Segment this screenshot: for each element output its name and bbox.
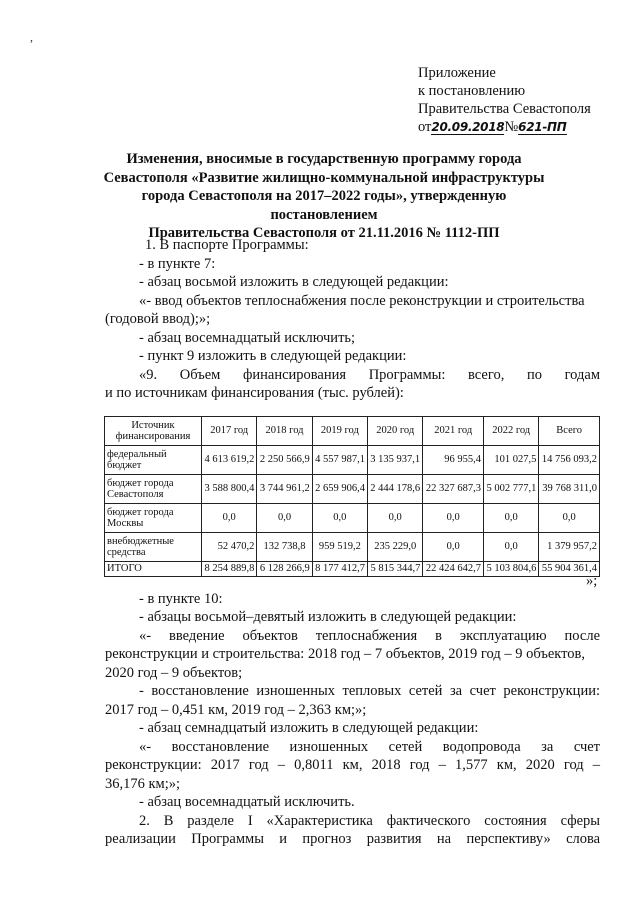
table-row: [105, 504, 600, 533]
table-cell: 101 027,5: [484, 446, 539, 475]
appendix-date-handwritten: 20.09.2018: [431, 120, 505, 134]
appendix-line-2: к постановлению: [418, 83, 526, 99]
para-m8: - абзац семнадцатый изложить в следующей редакции:: [139, 720, 479, 736]
para-7: - пункт 9 изложить в следующей редакции:: [139, 348, 407, 364]
table-cell-source: ИТОГО: [105, 562, 202, 577]
table-header-cell: 2020 год: [368, 417, 423, 446]
financing-table: [104, 416, 600, 577]
para-m4: реконструкции и строительства: 2018 год – 7 объектов, 2019 год – 9 объектов,: [105, 646, 586, 662]
table-cell-source: бюджет города Москвы: [105, 504, 202, 533]
para-m14: реализации Программы и прогноз развития на перспективу» слова: [105, 831, 601, 847]
table-cell: 8 254 889,8: [202, 562, 257, 577]
document-title: [92, 150, 556, 243]
table-row: [105, 475, 600, 504]
title-line-3: города Севастополя на 2017–2022 годы», утвержденную постановлением: [141, 188, 507, 223]
para-9: и по источникам финансирования (тыс. рублей):: [105, 385, 404, 401]
title-line-2: Севастополя «Развитие жилищно-коммунальной инфраструктуры: [103, 169, 545, 186]
appendix-from-prefix: от: [418, 119, 432, 135]
table-cell: 96 955,4: [423, 446, 484, 475]
table-cell: 55 904 361,4: [539, 562, 600, 577]
para-m6: - восстановление изношенных тепловых сетей за счет реконструкции:: [139, 683, 600, 699]
para-5: (годовой ввод);»;: [105, 311, 211, 327]
para-m10: реконструкции: 2017 год – 0,8011 км, 2018 год – 1,577 км, 2020 год –: [105, 757, 601, 773]
para-m13: 2. В разделе I «Характеристика фактического состояния сферы: [139, 813, 601, 829]
table-total-row: [105, 562, 600, 577]
table-cell: 39 768 311,0: [539, 475, 600, 504]
table-cell: 0,0: [368, 504, 423, 533]
table-cell: 0,0: [484, 533, 539, 562]
table-cell: 2 444 178,6: [368, 475, 423, 504]
table-cell: 2 659 906,4: [312, 475, 367, 504]
appendix-number-sign: №: [504, 119, 519, 135]
table-cell: 5 103 804,6: [484, 562, 539, 577]
table-cell: 4 613 619,2: [202, 446, 257, 475]
table-cell: 3 588 800,4: [202, 475, 257, 504]
para-2: - в пункте 7:: [139, 256, 216, 272]
table-cell-source: бюджет города Севастополя: [105, 475, 202, 504]
appendix-line-3: Правительства Севастополя: [418, 101, 591, 117]
table-cell: 0,0: [423, 533, 484, 562]
para-m11: 36,176 км;»;: [105, 776, 181, 792]
table-cell: 22 327 687,3: [423, 475, 484, 504]
table-header-cell: 2022 год: [484, 417, 539, 446]
scan-mark: ,: [30, 30, 33, 44]
para-m5: 2020 год – 9 объектов;: [105, 665, 243, 681]
table-cell: 52 470,2: [202, 533, 257, 562]
table-cell: 14 756 093,2: [539, 446, 600, 475]
table-row: [105, 533, 600, 562]
table-cell: 0,0: [484, 504, 539, 533]
table-cell: 0,0: [312, 504, 367, 533]
table-cell: 0,0: [423, 504, 484, 533]
para-m7: 2017 год – 0,451 км, 2019 год – 2,363 км;»;: [105, 702, 367, 718]
table-cell: 8 177 412,7: [312, 562, 367, 577]
table-cell: 5 815 344,7: [368, 562, 423, 577]
table-cell-source: внебюджетные средства: [105, 533, 202, 562]
para-3: - абзац восьмой изложить в следующей редакции:: [139, 274, 449, 290]
table-cell: 0,0: [539, 504, 600, 533]
para-m2: - абзацы восьмой–девятый изложить в следующей редакции:: [139, 609, 517, 625]
table-header-cell: 2017 год: [202, 417, 257, 446]
table-cell: 6 128 266,9: [257, 562, 312, 577]
table-cell: 3 135 937,1: [368, 446, 423, 475]
table-cell: 0,0: [202, 504, 257, 533]
table-header-cell: 2018 год: [257, 417, 312, 446]
table-cell: 4 557 987,1: [312, 446, 367, 475]
table-cell-source: федеральный бюджет: [105, 446, 202, 475]
table-cell: 959 519,2: [312, 533, 367, 562]
table-cell: 5 002 777,1: [484, 475, 539, 504]
para-4: «- ввод объектов теплоснабжения после реконструкции и строительства: [139, 293, 585, 309]
table-cell: 3 744 961,2: [257, 475, 312, 504]
appendix-line-1: Приложение: [418, 65, 496, 81]
appendix-block: [418, 64, 591, 136]
table-row: [105, 446, 600, 475]
table-cell: 2 250 566,9: [257, 446, 312, 475]
table-header-cell: 2021 год: [423, 417, 484, 446]
para-m1: - в пункте 10:: [139, 591, 223, 607]
para-m9: «- восстановление изношенных сетей водопровода за счет: [139, 739, 601, 755]
table-header-row: [105, 417, 600, 446]
after-table-quote: »;: [586, 573, 598, 589]
title-line-4: Правительства Севастополя от 21.11.2016 № 1112-ПП: [148, 225, 500, 241]
para-m12: - абзац восемнадцатый исключить.: [139, 794, 355, 810]
table-cell: 132 738,8: [257, 533, 312, 562]
para-8: «9. Объем финансирования Программы: всего, по годам: [139, 367, 601, 383]
table-header-cell: Всего: [539, 417, 600, 446]
table-cell: 0,0: [257, 504, 312, 533]
para-1: 1. В паспорте Программы:: [145, 237, 309, 253]
title-line-1: Изменения, вносимые в государственную программу города: [126, 151, 522, 167]
table-cell: 22 424 642,7: [423, 562, 484, 577]
table-cell: 1 379 957,2: [539, 533, 600, 562]
para-6: - абзац восемнадцатый исключить;: [139, 330, 356, 346]
table-header-cell: Источник финансирования: [105, 417, 202, 446]
table-cell: 235 229,0: [368, 533, 423, 562]
table-header-cell: 2019 год: [312, 417, 367, 446]
appendix-date-line: [418, 118, 591, 136]
para-m3: «- введение объектов теплоснабжения в эксплуатацию после: [139, 628, 601, 644]
appendix-number-handwritten: 621-ПП: [518, 120, 567, 134]
